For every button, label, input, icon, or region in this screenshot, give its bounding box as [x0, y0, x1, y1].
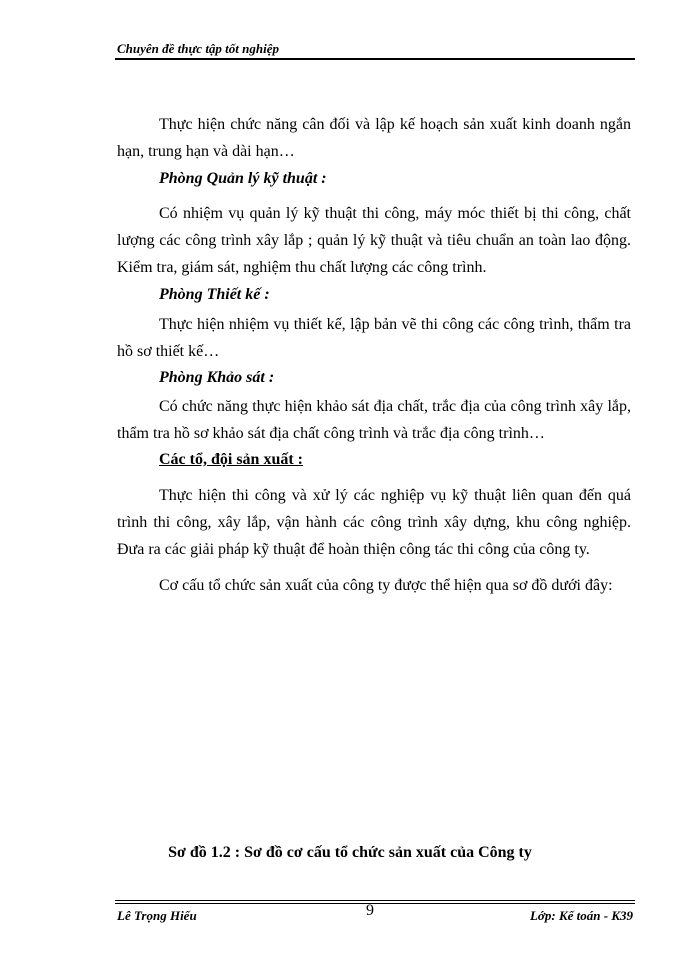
heading-technical-management: Phòng Quản lý kỹ thuật :: [159, 170, 327, 187]
footer-divider: [115, 900, 635, 901]
heading-design: Phòng Thiết kế :: [159, 286, 270, 303]
diagram-caption: Sơ đồ 1.2 : Sơ đồ cơ cấu tổ chức sản xuất của Công ty: [168, 844, 532, 861]
paragraph-planning: Thực hiện chức năng cân đối và lập kế hoạch sản xuất kinh doanh ngắn hạn, trung hạn và dài hạn…: [117, 116, 631, 160]
footer-author: Lê Trọng Hiếu: [117, 908, 197, 923]
page-number: 9: [366, 902, 374, 919]
paragraph-technical-management: Có nhiệm vụ quản lý kỹ thuật thi công, máy móc thiết bị thi công, chất lượng các công trình xây lắp ; quản lý kỹ thuật và tiêu chuẩn an toàn lao động. Kiểm tra, giám sát, nghiệm thu chất lượng các công trình.: [117, 205, 631, 276]
header-title: Chuyên đề thực tập tốt nghiệp: [117, 41, 279, 56]
footer-class: Lớp: Kế toán - K39: [529, 908, 633, 923]
paragraph-structure-intro: Cơ cấu tổ chức sản xuất của công ty được thể hiện qua sơ đồ dưới đây:: [159, 577, 613, 594]
heading-production-teams: Các tổ, đội sản xuất :: [159, 451, 304, 468]
footer-divider-double: [115, 903, 635, 904]
heading-survey: Phòng Khảo sát :: [159, 369, 275, 386]
paragraph-production-teams: Thực hiện thi công và xử lý các nghiệp vụ kỹ thuật liên quan đến quá trình thi công, xây lắp, vận hành các công trình xây dựng, khu công nghiệp. Đưa ra các giải pháp kỹ thuật để hoàn thiện công tác thi công của công ty.: [117, 487, 631, 558]
header-divider: [115, 58, 635, 60]
paragraph-design: Thực hiện nhiệm vụ thiết kế, lập bản vẽ thi công các công trình, thẩm tra hồ sơ thiết kế…: [117, 316, 631, 360]
paragraph-survey: Có chức năng thực hiện khảo sát địa chất, trắc địa của công trình xây lắp, thẩm tra hồ sơ khảo sát địa chất công trình và trắc địa công trình…: [117, 398, 631, 442]
